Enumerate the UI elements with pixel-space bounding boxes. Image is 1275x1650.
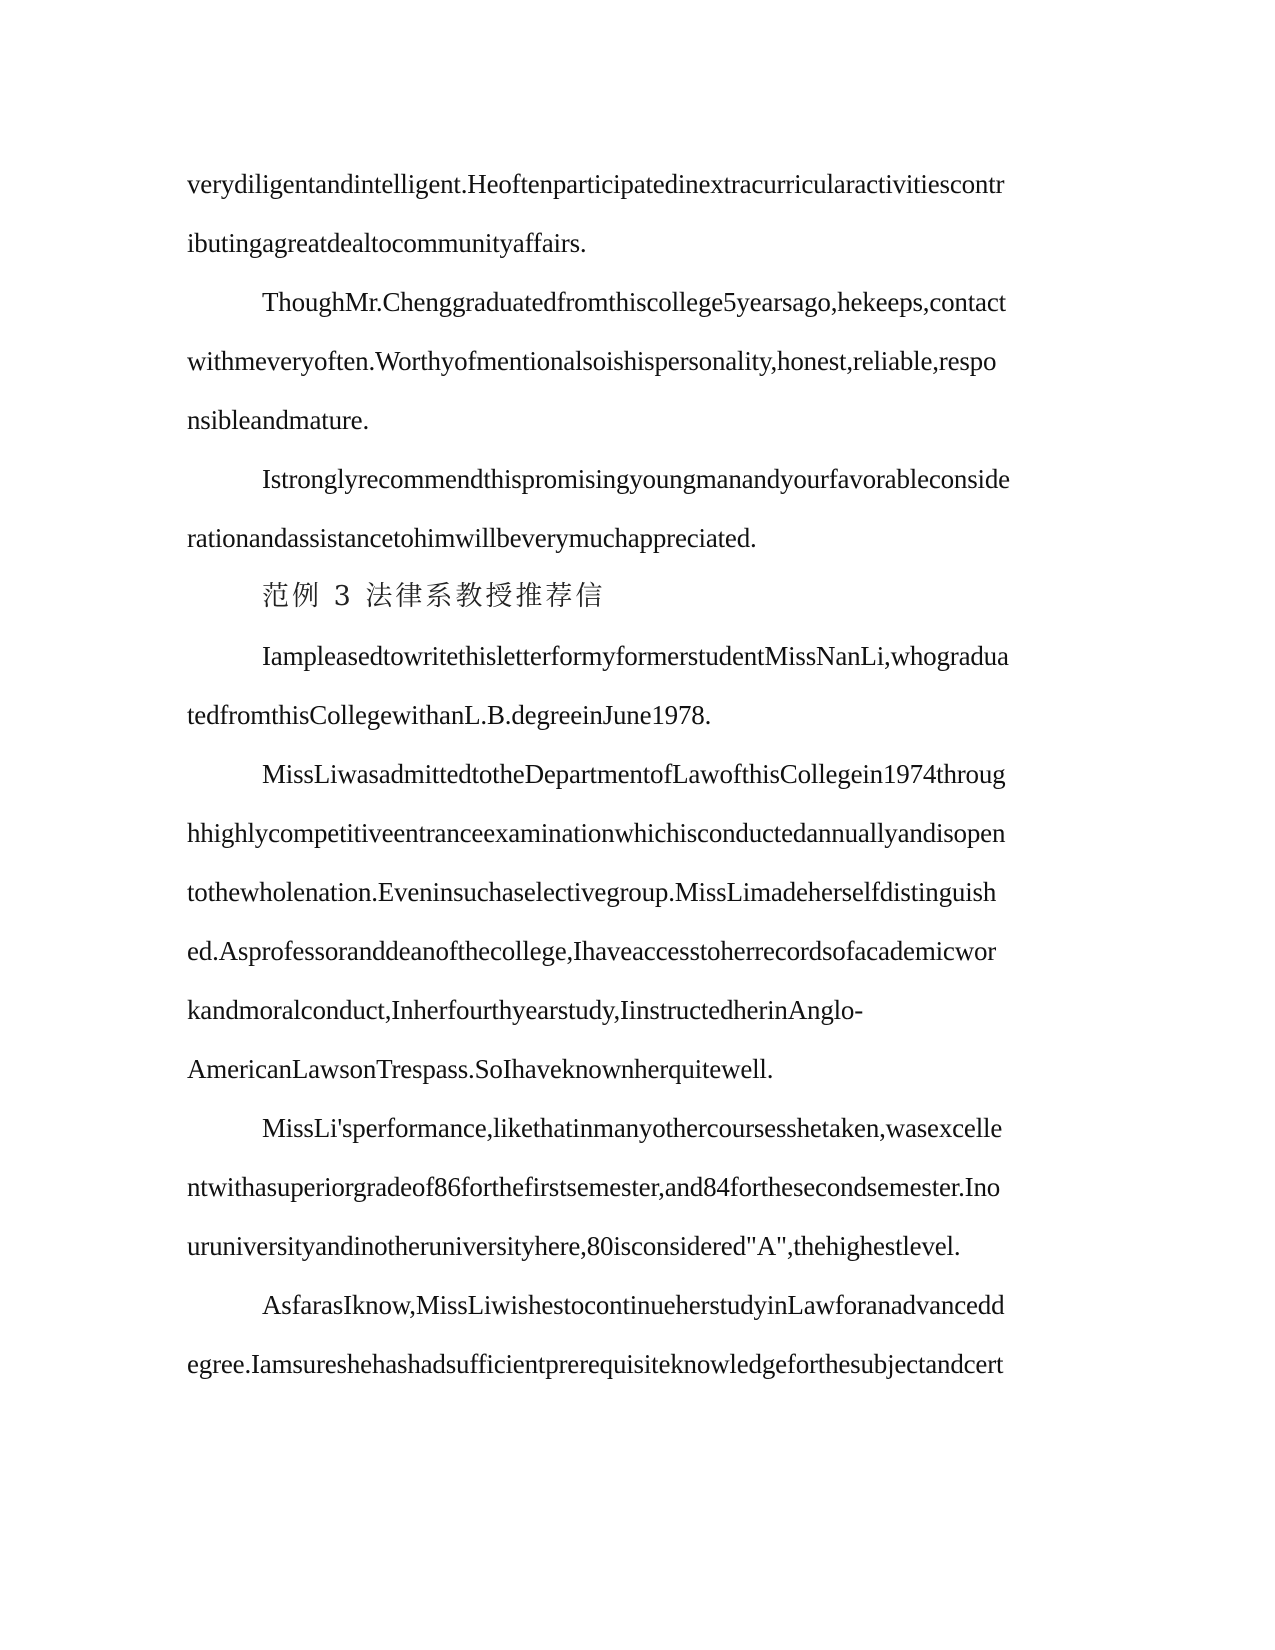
- paragraph-line: MissLi'sperformance,likethatinmanyothercoursesshetaken,wasexcelle: [262, 1113, 1003, 1143]
- paragraph-line: verydiligentandintelligent.Heoftenparticipatedinextracurricularactivitiescontr: [187, 169, 1005, 199]
- paragraph-line: AmericanLawsonTrespass.SoIhaveknownherquitewell.: [187, 1054, 774, 1084]
- paragraph-line: kandmoralconduct,Inherfourthyearstudy,IinstructedherinAnglo-: [187, 995, 864, 1025]
- paragraph-line: hhighlycompetitiveentranceexaminationwhichisconductedannuallyandisopen: [187, 818, 1006, 848]
- paragraph-line: withmeveryoften.Worthyofmentionalsoishispersonality,honest,reliable,respo: [187, 346, 997, 376]
- paragraph-line: uruniversityandinotheruniversityhere,80isconsidered"A",thehighestlevel.: [187, 1231, 961, 1261]
- paragraph-line: ibutingagreatdealtocommunityaffairs.: [187, 228, 587, 258]
- paragraph-line: Istronglyrecommendthispromisingyoungmanandyourfavorableconside: [262, 464, 1010, 494]
- paragraph-line: ed.Asprofessoranddeanofthecollege,Ihaveaccesstoherrecordsofacademicwor: [187, 936, 997, 966]
- paragraph-line: nsibleandmature.: [187, 405, 369, 435]
- paragraph-line: AsfarasIknow,MissLiwishestocontinueherstudyinLawforanadvancedd: [262, 1290, 1005, 1320]
- paragraph-line: tedfromthisCollegewithanL.B.degreeinJune1978.: [187, 700, 712, 730]
- paragraph-line: rationandassistancetohimwillbeverymuchappreciated.: [187, 523, 757, 553]
- section-heading: 范例 3 法律系教授推荐信: [262, 581, 606, 612]
- paragraph-line: MissLiwasadmittedtotheDepartmentofLawofthisCollegein1974throug: [262, 759, 1006, 789]
- paragraph-line: tothewholenation.Eveninsuchaselectivegroup.MissLimadeherselfdistinguish: [187, 877, 997, 907]
- paragraph-line: IampleasedtowritethisletterformyformerstudentMissNanLi,whogradua: [262, 641, 1009, 671]
- paragraph-line: ntwithasuperiorgradeof86forthefirstsemester,and84forthesecondsemester.Ino: [187, 1172, 1001, 1202]
- paragraph-line: egree.Iamsureshehashadsufficientprerequisiteknowledgeforthesubjectandcert: [187, 1349, 1004, 1379]
- paragraph-line: ThoughMr.Chenggraduatedfromthiscollege5yearsago,hekeeps,contact: [262, 287, 1006, 317]
